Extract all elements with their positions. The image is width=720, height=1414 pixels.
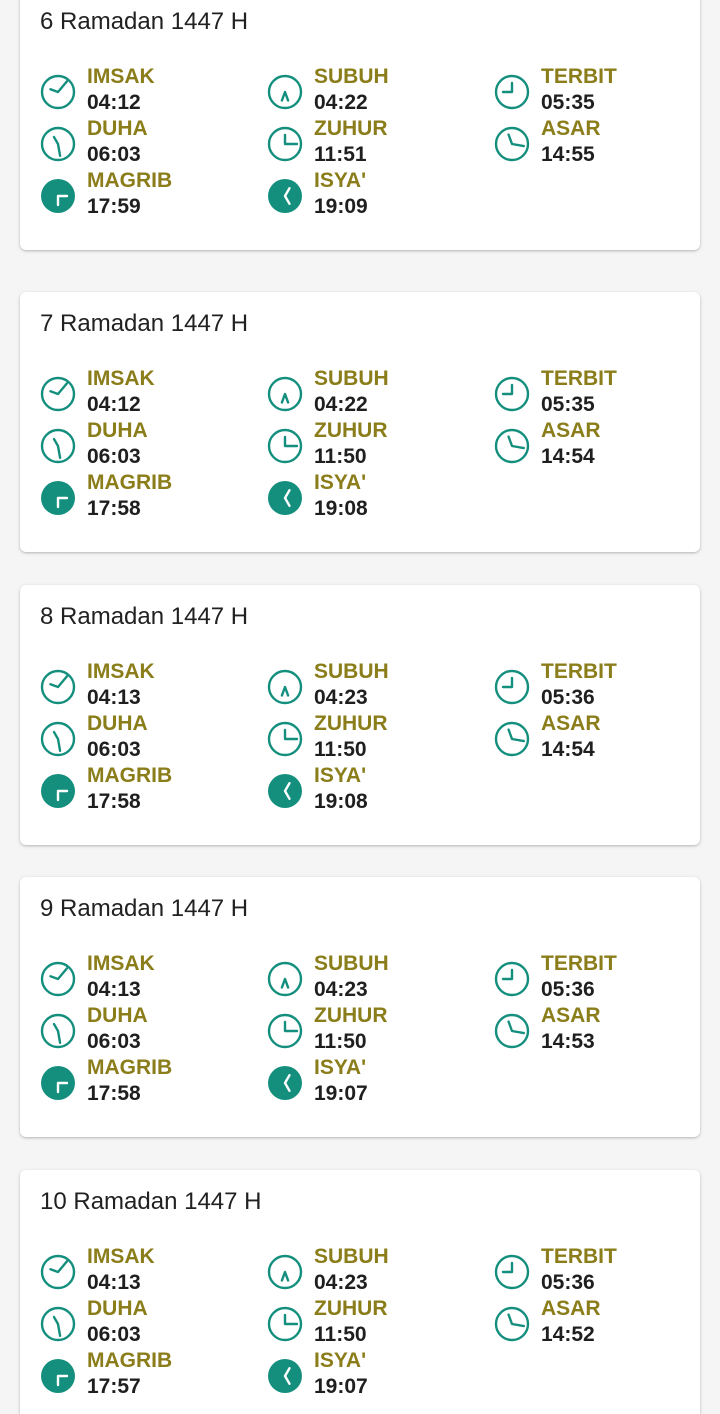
clock-isya-filled-icon [267,178,303,214]
clock-asar-icon [494,1306,530,1342]
prayer-label: ASAR [541,712,601,735]
clock-duha-icon [40,428,76,464]
day-title: 10 Ramadan 1447 H [40,1188,262,1215]
prayer-time-item [267,64,487,114]
clock-terbit-icon [494,376,530,412]
prayer-time: 04:23 [314,686,368,709]
clock-zuhur-icon [267,428,303,464]
clock-duha-icon [40,721,76,757]
clock-duha-icon [40,428,76,464]
prayer-label: MAGRIB [87,764,173,787]
prayer-time-item [494,64,714,114]
prayer-time: 17:58 [87,497,141,520]
prayer-label: ISYA' [314,1349,367,1372]
prayer-time: 17:59 [87,195,141,218]
prayer-time: 14:53 [541,1030,595,1053]
clock-imsak-icon [40,376,76,412]
clock-asar-icon [494,1013,530,1049]
clock-zuhur-icon [267,721,303,757]
clock-zuhur-icon [267,126,303,162]
prayer-time: 06:03 [87,143,141,166]
clock-isya-filled-icon [267,178,303,214]
clock-imsak-icon [40,376,76,412]
prayer-time-item [267,1003,487,1053]
clock-subuh-icon [267,1254,303,1290]
clock-imsak-icon [40,1254,76,1290]
prayer-time: 04:12 [87,393,141,416]
prayer-time-item [267,711,487,761]
prayer-time-item [267,659,487,709]
prayer-label: ASAR [541,419,601,442]
prayer-label: DUHA [87,1297,148,1320]
clock-magrib-filled-icon [40,773,76,809]
prayer-time: 06:03 [87,738,141,761]
prayer-label: MAGRIB [87,1056,173,1079]
day-title: 9 Ramadan 1447 H [40,895,249,922]
clock-duha-icon [40,126,76,162]
prayer-label: DUHA [87,712,148,735]
prayer-time: 04:23 [314,1271,368,1294]
day-card [20,292,700,552]
prayer-time: 04:23 [314,978,368,1001]
clock-magrib-filled-icon [40,773,76,809]
prayer-time-item [267,951,487,1001]
prayer-label: TERBIT [541,65,617,88]
day-card [20,1170,700,1414]
prayer-time-item [40,659,260,709]
prayer-time-item [40,711,260,761]
clock-asar-icon [494,126,530,162]
prayer-time: 05:35 [541,393,595,416]
clock-subuh-icon [267,669,303,705]
prayer-label: ZUHUR [314,712,388,735]
prayer-time-item [267,1244,487,1294]
clock-imsak-icon [40,1254,76,1290]
prayer-label: ZUHUR [314,1297,388,1320]
prayer-time: 04:22 [314,393,368,416]
clock-duha-icon [40,1013,76,1049]
clock-terbit-icon [494,669,530,705]
clock-terbit-icon [494,74,530,110]
prayer-time-item [40,470,260,520]
prayer-time: 19:08 [314,790,368,813]
prayer-time-item [267,1296,487,1346]
prayer-time: 04:13 [87,1271,141,1294]
clock-terbit-icon [494,1254,530,1290]
clock-subuh-icon [267,376,303,412]
prayer-label: ZUHUR [314,419,388,442]
prayer-time: 14:55 [541,143,595,166]
clock-zuhur-icon [267,428,303,464]
prayer-label: SUBUH [314,1245,389,1268]
prayer-time-item [267,366,487,416]
prayer-time-item [267,763,487,813]
prayer-label: IMSAK [87,1245,155,1268]
day-card [20,877,700,1137]
prayer-time-item [40,1348,260,1398]
prayer-time-item [494,1003,714,1053]
prayer-time: 06:03 [87,445,141,468]
prayer-label: ISYA' [314,471,367,494]
prayer-time: 04:13 [87,978,141,1001]
clock-magrib-filled-icon [40,480,76,516]
prayer-time-item [267,418,487,468]
prayer-time-item [40,418,260,468]
clock-subuh-icon [267,1254,303,1290]
prayer-label: ZUHUR [314,1004,388,1027]
clock-magrib-filled-icon [40,1358,76,1394]
prayer-time-item [494,418,714,468]
clock-duha-icon [40,1306,76,1342]
prayer-time: 17:57 [87,1375,141,1398]
prayer-time-item [40,763,260,813]
prayer-time: 11:51 [314,143,367,166]
prayer-time-item [267,1348,487,1398]
prayer-time: 06:03 [87,1030,141,1053]
prayer-label: SUBUH [314,952,389,975]
prayer-time-item [267,168,487,218]
prayer-label: IMSAK [87,952,155,975]
prayer-time: 14:52 [541,1323,595,1346]
prayer-label: ASAR [541,1004,601,1027]
prayer-label: ASAR [541,117,601,140]
prayer-label: DUHA [87,419,148,442]
prayer-time-item [494,711,714,761]
clock-asar-icon [494,126,530,162]
clock-terbit-icon [494,669,530,705]
prayer-time-item [494,116,714,166]
prayer-time-item [40,64,260,114]
clock-terbit-icon [494,376,530,412]
clock-duha-icon [40,1306,76,1342]
prayer-label: MAGRIB [87,471,173,494]
clock-subuh-icon [267,961,303,997]
clock-asar-icon [494,1013,530,1049]
prayer-label: IMSAK [87,65,155,88]
prayer-label: ISYA' [314,1056,367,1079]
clock-isya-filled-icon [267,773,303,809]
prayer-label: ZUHUR [314,117,388,140]
prayer-time-item [40,951,260,1001]
prayer-time-item [40,1055,260,1105]
clock-isya-filled-icon [267,773,303,809]
prayer-time: 11:50 [314,1030,367,1053]
clock-subuh-icon [267,961,303,997]
prayer-label: MAGRIB [87,169,173,192]
clock-isya-filled-icon [267,480,303,516]
clock-subuh-icon [267,669,303,705]
prayer-label: DUHA [87,1004,148,1027]
prayer-label: SUBUH [314,65,389,88]
clock-imsak-icon [40,669,76,705]
day-title: 6 Ramadan 1447 H [40,8,249,35]
clock-isya-filled-icon [267,1358,303,1394]
prayer-time-item [494,951,714,1001]
prayer-time: 06:03 [87,1323,141,1346]
clock-asar-icon [494,428,530,464]
prayer-time-item [267,116,487,166]
prayer-label: DUHA [87,117,148,140]
clock-isya-filled-icon [267,1358,303,1394]
prayer-time: 17:58 [87,1082,141,1105]
prayer-label: TERBIT [541,660,617,683]
prayer-time: 05:35 [541,91,595,114]
clock-magrib-filled-icon [40,1358,76,1394]
day-card [20,0,700,250]
clock-zuhur-icon [267,1306,303,1342]
clock-magrib-filled-icon [40,480,76,516]
day-title: 8 Ramadan 1447 H [40,603,249,630]
clock-isya-filled-icon [267,480,303,516]
prayer-label: TERBIT [541,1245,617,1268]
clock-subuh-icon [267,74,303,110]
clock-magrib-filled-icon [40,1065,76,1101]
prayer-time: 11:50 [314,738,367,761]
prayer-label: TERBIT [541,367,617,390]
prayer-time-item [494,1296,714,1346]
prayer-time: 04:12 [87,91,141,114]
prayer-time-item [494,659,714,709]
clock-terbit-icon [494,74,530,110]
prayer-time-item [40,116,260,166]
prayer-time: 19:07 [314,1082,368,1105]
prayer-label: TERBIT [541,952,617,975]
prayer-time: 04:22 [314,91,368,114]
prayer-time: 19:07 [314,1375,368,1398]
clock-imsak-icon [40,961,76,997]
clock-imsak-icon [40,74,76,110]
prayer-time-item [494,1244,714,1294]
clock-isya-filled-icon [267,1065,303,1101]
clock-imsak-icon [40,961,76,997]
clock-asar-icon [494,721,530,757]
day-card [20,585,700,845]
prayer-time-item [40,1003,260,1053]
day-title: 7 Ramadan 1447 H [40,310,249,337]
prayer-label: IMSAK [87,660,155,683]
prayer-time-item [267,1055,487,1105]
clock-asar-icon [494,1306,530,1342]
clock-magrib-filled-icon [40,178,76,214]
prayer-time: 19:08 [314,497,368,520]
clock-asar-icon [494,721,530,757]
clock-terbit-icon [494,961,530,997]
prayer-time-item [40,168,260,218]
clock-imsak-icon [40,74,76,110]
prayer-time: 14:54 [541,738,595,761]
prayer-time-item [494,366,714,416]
prayer-time: 17:58 [87,790,141,813]
clock-subuh-icon [267,376,303,412]
prayer-label: IMSAK [87,367,155,390]
clock-subuh-icon [267,74,303,110]
clock-imsak-icon [40,669,76,705]
prayer-time-item [40,1244,260,1294]
clock-isya-filled-icon [267,1065,303,1101]
clock-duha-icon [40,721,76,757]
clock-zuhur-icon [267,1013,303,1049]
clock-zuhur-icon [267,1013,303,1049]
clock-asar-icon [494,428,530,464]
prayer-time: 05:36 [541,978,595,1001]
prayer-time: 19:09 [314,195,368,218]
prayer-label: MAGRIB [87,1349,173,1372]
clock-zuhur-icon [267,126,303,162]
prayer-time: 11:50 [314,445,367,468]
clock-magrib-filled-icon [40,178,76,214]
clock-zuhur-icon [267,1306,303,1342]
clock-duha-icon [40,126,76,162]
prayer-time-item [267,470,487,520]
clock-magrib-filled-icon [40,1065,76,1101]
prayer-time-item [40,366,260,416]
prayer-time: 14:54 [541,445,595,468]
clock-terbit-icon [494,1254,530,1290]
prayer-time: 04:13 [87,686,141,709]
prayer-label: SUBUH [314,367,389,390]
prayer-label: SUBUH [314,660,389,683]
prayer-label: ISYA' [314,764,367,787]
clock-duha-icon [40,1013,76,1049]
prayer-time-item [40,1296,260,1346]
prayer-label: ASAR [541,1297,601,1320]
prayer-time: 11:50 [314,1323,367,1346]
prayer-label: ISYA' [314,169,367,192]
clock-zuhur-icon [267,721,303,757]
clock-terbit-icon [494,961,530,997]
prayer-time: 05:36 [541,1271,595,1294]
prayer-time: 05:36 [541,686,595,709]
